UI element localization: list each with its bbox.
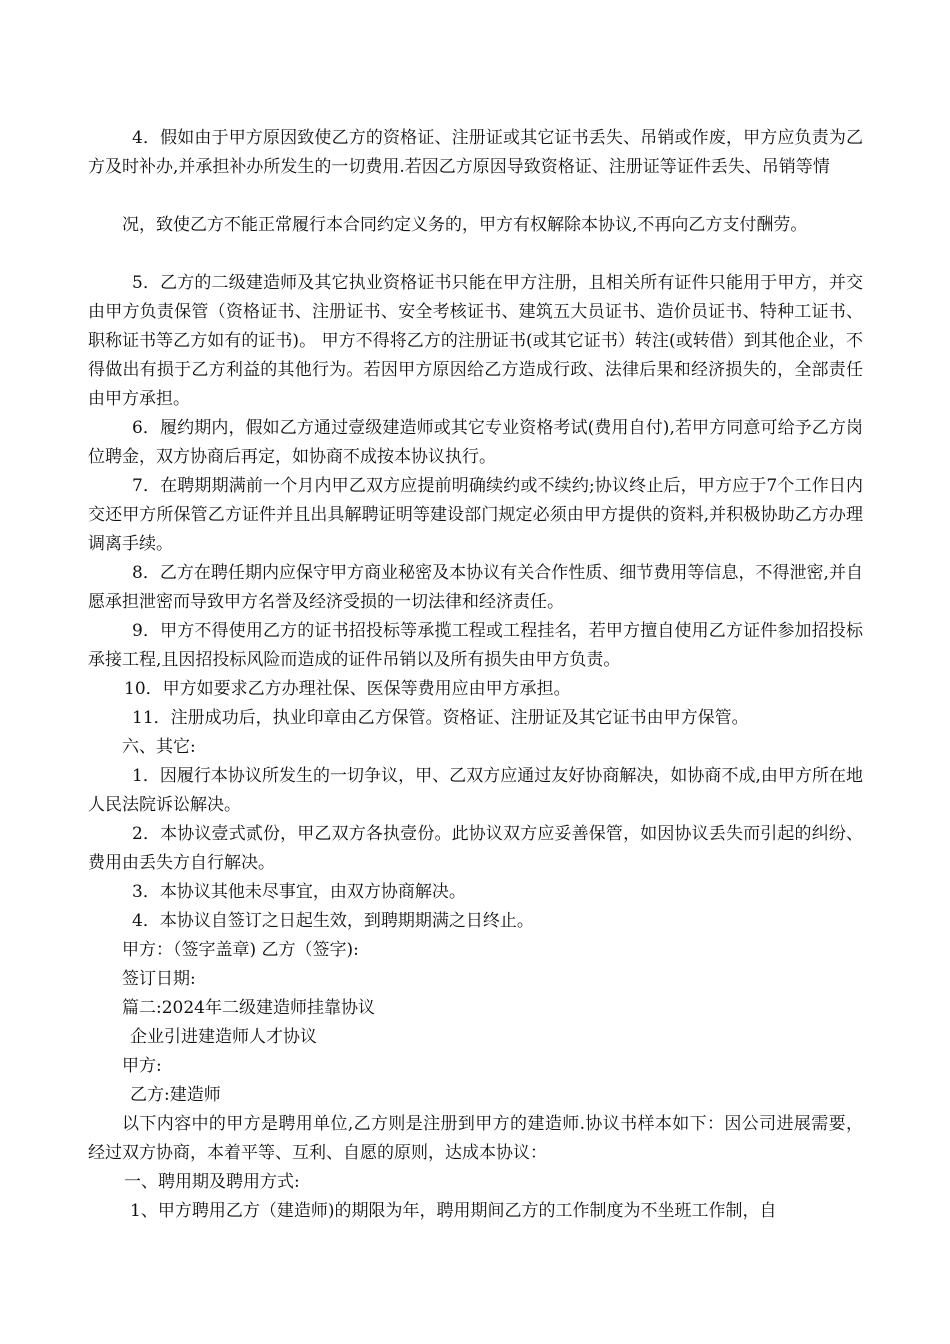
paragraph-clause-8: 8．乙方在聘任期内应保守甲方商业秘密及本协议有关合作性质、细节费用等信息，不得泄密,并自愿承担泄密而导致甲方名誉及经济受损的一切法律和经济责任。: [88, 563, 863, 612]
paragraph-clause-6: 6．履约期内，假如乙方通过壹级建造师或其它专业资格考试(费用自付),若甲方同意可给予乙方岗位聘金，双方协商后再定，如协商不成按本协议执行。: [88, 418, 863, 467]
party-b-label: 乙方:建造师: [130, 1085, 221, 1105]
signing-date: 签订日期:: [122, 969, 196, 989]
paragraph-clause-5: 5．乙方的二级建造师及其它执业资格证书只能在甲方注册，且相关所有证件只能用于甲方，并交由甲方负责保管（资格证书、注册证书、安全考核证书、建筑五大员证书、造价员证书、特种工证书、职称证书等乙方如有的证书)。 甲方不得将乙方的注册证书(或其它证书）转注(或转借）到其他企业，不得做出有损于乙方利益的其他行为。若因甲方原因给乙方造成行政、法律后果和经济损失的，全部责任由甲方承担。: [88, 273, 863, 409]
section-heading-other: 六、其它:: [122, 737, 196, 757]
agreement-title: 企业引进建造师人才协议: [130, 1027, 317, 1047]
paragraph-other-2: 2．本协议壹式贰份，甲乙双方各执壹份。此协议双方应妥善保管，如因协议丢失而引起的纠纷、费用由丢失方自行解决。: [88, 824, 863, 873]
paragraph-clause-7: 7．在聘期期满前一个月内甲乙双方应提前明确续约或不续约;协议终止后，甲方应于7个工作日内交还甲方所保管乙方证件并且出具解聘证明等建设部门规定必须由甲方提供的资料,并积极协助乙方办理调离手续。: [88, 476, 863, 554]
paragraph-other-3: 3．本协议其他未尽事宜，由双方协商解决。: [132, 882, 466, 902]
paragraph-clause-11: 11．注册成功后，执业印章由乙方保管。资格证、注册证及其它证书由甲方保管。: [132, 708, 749, 728]
paragraph-other-1: 1．因履行本协议所发生的一切争议，甲、乙双方应通过友好协商解决，如协商不成,由甲方所在地人民法院诉讼解决。: [88, 766, 863, 815]
paragraph-clause-9: 9．甲方不得使用乙方的证书招投标等承揽工程或工程挂名，若甲方擅自使用乙方证件参加招投标承接工程,且因招投标风险而造成的证件吊销以及所有损失由甲方负责。: [88, 621, 863, 670]
section-heading-employment: 一、聘用期及聘用方式:: [124, 1172, 300, 1192]
paragraph-employment-1: 1、甲方聘用乙方（建造师)的期限为年，聘用期间乙方的工作制度为不坐班工作制，自: [130, 1201, 777, 1221]
signature-line: 甲方：（签字盖章) 乙方（签字):: [122, 940, 359, 960]
paragraph-clause-10: 10．甲方如要求乙方办理社保、医保等费用应由甲方承担。: [124, 679, 571, 699]
party-a-label: 甲方:: [122, 1056, 162, 1076]
part-two-title: 篇二:2024年二级建造师挂靠协议: [122, 998, 375, 1018]
paragraph-clause-4-continued: 况，致使乙方不能正常履行本合同约定义务的，甲方有权解除本协议,不再向乙方支付酬劳。: [122, 215, 808, 235]
paragraph-intro: 以下内容中的甲方是聘用单位,乙方则是注册到甲方的建造师.协议书样本如下：因公司进展需要，经过双方协商，本着平等、互利、自愿的原则，达成本协议：: [88, 1114, 863, 1163]
paragraph-clause-4: 4．假如由于甲方原因致使乙方的资格证、注册证或其它证书丢失、吊销或作废，甲方应负责为乙方及时补办,并承担补办所发生的一切费用.若因乙方原因导致资格证、注册证等证件丢失、吊销等情: [88, 128, 863, 177]
paragraph-other-4: 4．本协议自签订之日起生效，到聘期期满之日终止。: [132, 911, 534, 931]
